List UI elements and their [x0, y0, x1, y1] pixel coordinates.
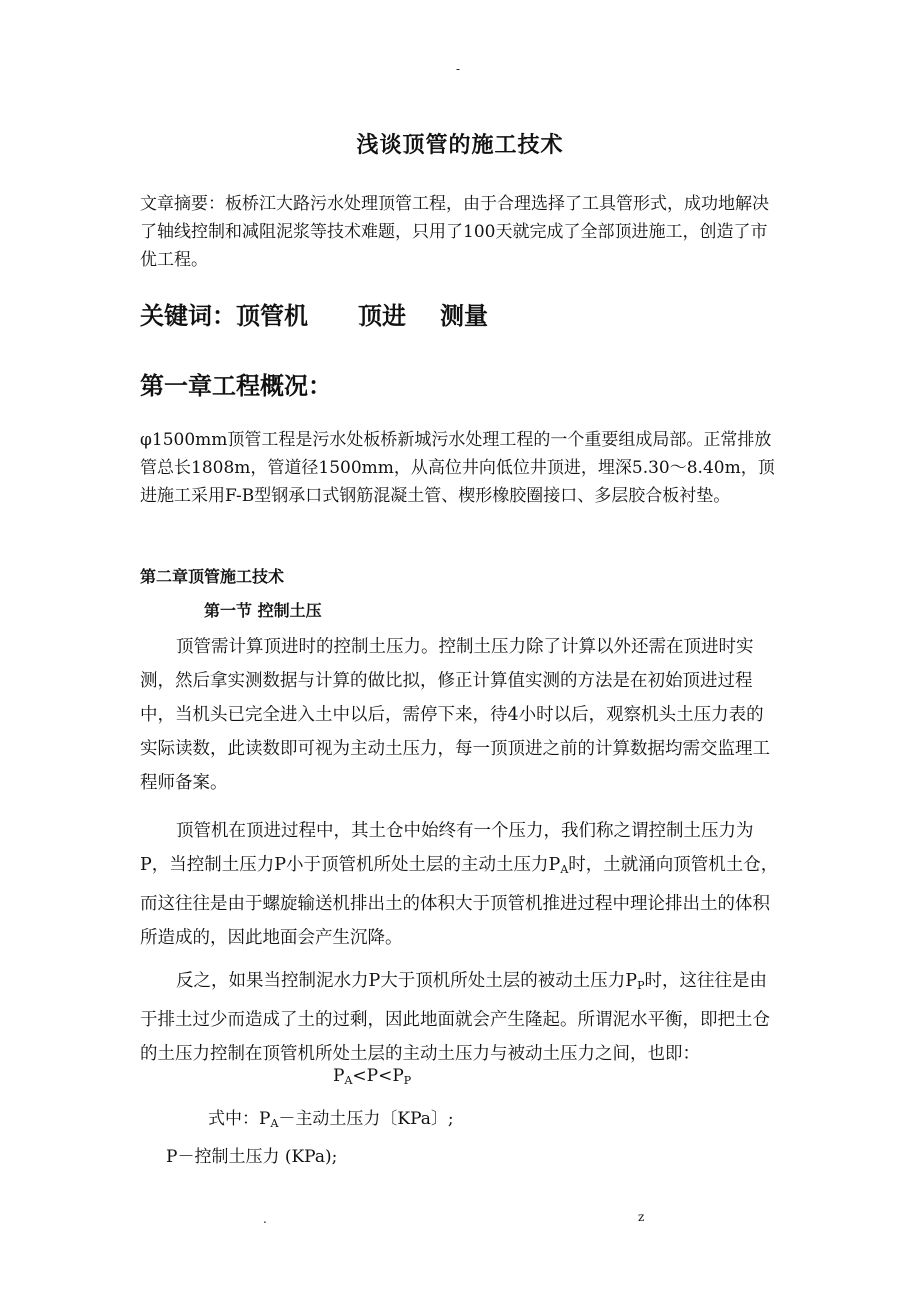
formula-sub-a: A: [344, 1074, 353, 1087]
keywords-line: [140, 296, 488, 331]
keyword-3: 测量: [440, 302, 488, 330]
p3-subscript: P: [637, 979, 645, 992]
body-paragraph-1: 顶管需计算顶进时的控制土压力。控制土压力除了计算以外还需在顶进时实测，然后拿实测数据与计算的做比拟，修正计算值实测的方法是在初始顶进过程中，当机头已完全进入土中以后，需停下来，待4小时以后，观察机头土压力表的实际读数，此读数即可视为主动土压力，每一顶顶进之前的计算数据均需交监理工程师备案。: [140, 637, 770, 793]
where1-text-b: －主动土压力〔KPa〕;: [278, 1109, 454, 1129]
footer-right-mark: z: [638, 1210, 645, 1224]
keyword-2: 顶进: [358, 302, 406, 330]
p2-text-b: 时，土就涌向顶管机土仓，而这往往是由于螺旋输送机排出土的体积大于顶管机推进过程中理论排出土的体积所造成的，因此地面会产生沉降。: [140, 855, 779, 948]
abstract-paragraph: 文章摘要：板桥江大路污水处理顶管工程，由于合理选择了工具管形式，成功地解决了轴线控制和减阻泥浆等技术难题，只用了100天就完成了全部顶进施工，创造了市优工程。: [140, 194, 769, 270]
formula-mid: <P<P: [352, 1066, 404, 1086]
chapter1-heading: 第一章工程概况：: [140, 372, 332, 400]
p3-text-b: 时，这往往是由于排土过少而造成了土的过剩，因此地面就会产生隆起。所谓泥水平衡，即把土仓的土压力控制在顶管机所处土层的主动土压力与被动土压力之间，也即：: [140, 971, 770, 1064]
footer-left-mark: .: [263, 1212, 267, 1226]
chapter2-heading: 第二章顶管施工技术: [140, 567, 285, 586]
body-paragraph-3: [140, 964, 780, 1071]
formula-where-line-2: P－控制土压力 (KPa);: [166, 1147, 338, 1167]
keywords-label: 关键词：: [140, 302, 236, 330]
formula-p: P: [333, 1066, 345, 1086]
where1-subscript: A: [270, 1117, 279, 1130]
p2-text-a: 顶管机在顶进过程中，其土仓中始终有一个压力，我们称之谓控制土压力为P，当控制土压力P小于顶管机所处土层的主动土压力P: [140, 821, 754, 875]
where1-text-a: 式中：P: [208, 1109, 271, 1129]
keyword-1: 顶管机: [236, 302, 308, 330]
p3-text-a: 反之，如果当控制泥水力P大于顶机所处土层的被动土压力P: [176, 971, 638, 991]
p2-subscript: A: [560, 863, 569, 876]
chapter1-paragraph: φ1500mm顶管工程是污水处板桥新城污水处理工程的一个重要组成局部。正常排放管总长1808m，管道径1500mm，从高位井向低位井顶进，埋深5.30～8.40m，顶进施工采用F-B型钢承口式钢筋混凝土管、楔形橡胶圈接口、多层胶合板衬垫。: [140, 430, 775, 506]
header-mark: -: [456, 62, 461, 76]
page-title: 浅谈顶管的施工技术: [356, 133, 564, 158]
section1-heading: 第一节 控制土压: [204, 601, 322, 620]
pressure-formula: [333, 1066, 411, 1087]
formula-sub-p: P: [403, 1074, 412, 1087]
body-paragraph-2: [140, 814, 780, 955]
formula-where-line-1: [208, 1104, 454, 1130]
